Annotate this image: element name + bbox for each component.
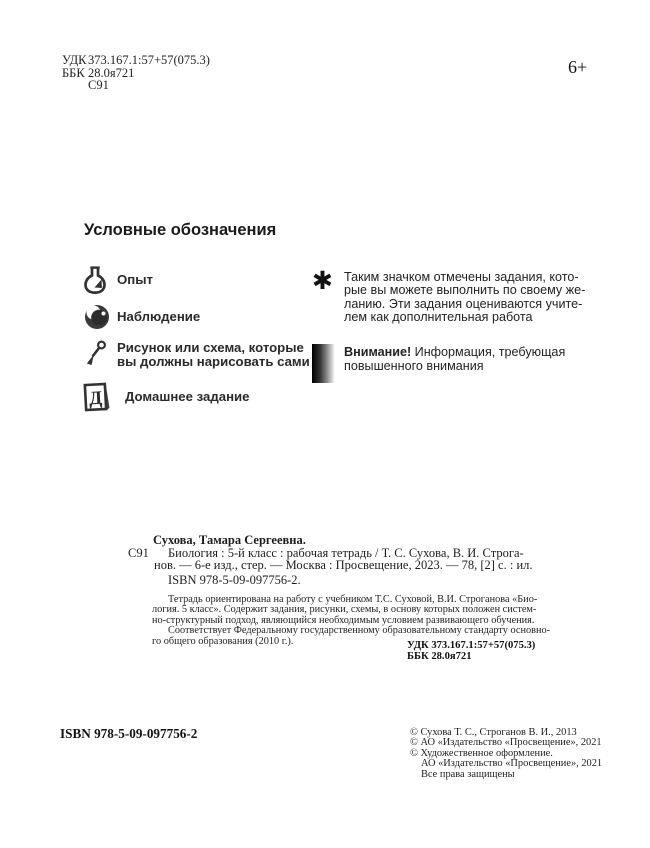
legend-label-homework: Домашнее задание xyxy=(125,389,250,404)
homework-book-icon xyxy=(80,381,112,413)
author-code-row xyxy=(62,79,210,92)
bib-isbn: ISBN 978-5-09-097756-2. xyxy=(168,573,301,587)
bib-title-line1: Биология : 5-й класс : рабочая тетрадь / Т. С. Сухова, В. И. Строга- xyxy=(168,546,524,560)
attention-note xyxy=(344,346,565,373)
age-rating-badge: 6+ xyxy=(568,57,588,77)
copyright-line1: © Сухова Т. С., Строганов В. И., 2013 xyxy=(410,727,577,738)
eye-icon xyxy=(83,303,111,331)
attention-note-line1 xyxy=(344,346,565,360)
cataloging-block xyxy=(62,54,210,92)
asterisk-icon: ✱ xyxy=(312,266,333,295)
udk-label: УДК xyxy=(62,53,87,67)
copyright-block xyxy=(410,728,602,780)
udk-bold: УДК 373.167.1:57+57(075.3) xyxy=(407,640,536,651)
legend-label-observation: Наблюдение xyxy=(117,309,201,324)
copyright-line3: © Художественное оформление. xyxy=(410,747,553,759)
asterisk-note-line1: Таким значком отмечены задания, кото- xyxy=(344,270,579,284)
annotation-line2: логия. 5 класс». Содержит задания, рисунки, схемы, в основу которых положен систем- xyxy=(152,604,537,616)
bbk-row xyxy=(62,67,210,80)
copyright-line4: АО «Издательство «Просвещение», 2021 xyxy=(421,758,603,770)
flask-icon xyxy=(82,265,108,296)
footer-isbn: ISBN 978-5-09-097756-2 xyxy=(60,726,198,741)
attention-line1-rest: Информация, требующая xyxy=(411,345,566,359)
attention-bold-label: Внимание! xyxy=(344,345,412,359)
bbk-bold: ББК 28.0я721 xyxy=(407,650,472,662)
udk-value: 373.167.1:57+57(075.3) xyxy=(88,53,210,67)
asterisk-note-line3: ланию. Эти задания оцениваются учите- xyxy=(344,296,583,311)
bib-title-line2: нов. — 6-е изд., стер. — Москва : Просвещение, 2023. — 78, [2] с. : ил. xyxy=(154,558,533,572)
brush-icon xyxy=(84,339,108,366)
udk-row xyxy=(62,54,210,67)
attention-note-line2: повышенного внимания xyxy=(344,358,484,373)
annotation-line5: го общего образования (2010 г.). xyxy=(152,635,294,647)
bbk-label: ББК xyxy=(62,65,85,80)
legend-title: Условные обозначения xyxy=(84,221,277,239)
legend-label-drawing xyxy=(117,341,310,369)
attention-gradient-bar-icon xyxy=(312,344,335,383)
annotation-line1: Тетрадь ориентирована на работу с учебником Т.С. Суховой, В.И. Строганова «Био- xyxy=(168,594,538,605)
legend-label-drawing-line2: вы должны нарисовать сами xyxy=(117,354,310,370)
asterisk-note-line2: рые вы можете выполнить по своему же- xyxy=(344,283,586,298)
author-code: С91 xyxy=(88,78,109,92)
bib-code: С91 xyxy=(128,546,149,560)
bib-author: Сухова, Тамара Сергеевна. xyxy=(153,533,306,547)
copyright-line5: Все права защищены xyxy=(421,768,515,780)
annotation-line3: но-структурный подход, являющийся необходимым условием развивающего обучения. xyxy=(152,614,535,626)
bbk-value: 28.0я721 xyxy=(88,65,135,80)
annotation-line4: Соответствует Федеральному государственному образовательному стандарту основно- xyxy=(168,625,551,637)
legend-label-drawing-line1: Рисунок или схема, которые xyxy=(117,340,304,355)
asterisk-note xyxy=(344,271,585,325)
asterisk-note-line4: лем как дополнительная работа xyxy=(344,310,533,325)
homework-letter: Д xyxy=(88,387,103,410)
legend-label-experiment: Опыт xyxy=(117,272,153,287)
copyright-line2: © АО «Издательство «Просвещение», 2021 xyxy=(410,737,602,749)
codes-block xyxy=(407,641,535,663)
